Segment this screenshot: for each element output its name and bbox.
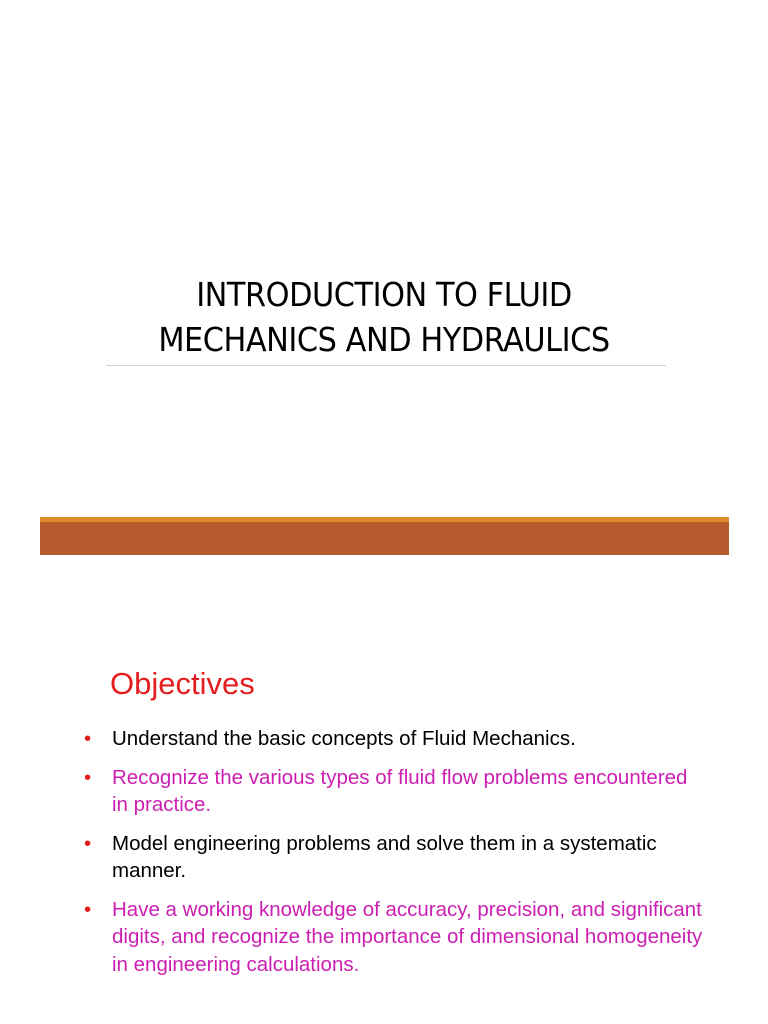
- decorative-band-accent: [40, 517, 729, 522]
- objective-text-4: Have a working knowledge of accuracy, precision, and significant digits, and recognize the importance of dimensional homogeneity in engineering calculations.: [112, 897, 703, 976]
- slide-title-line-1: INTRODUCTION TO FLUID: [196, 275, 572, 314]
- decorative-band: [40, 517, 729, 555]
- objectives-heading: Objectives: [110, 666, 255, 701]
- objective-text-2: Recognize the various types of fluid flow problems encountered in practice.: [112, 765, 688, 816]
- objective-item-2: [84, 764, 704, 819]
- slide-title-line-2: MECHANICS AND HYDRAULICS: [158, 320, 610, 359]
- bullet-icon: •: [84, 765, 92, 789]
- objective-item-3: [84, 830, 704, 885]
- bullet-icon: •: [84, 831, 92, 855]
- objective-item-4: [84, 896, 704, 979]
- title-divider: [106, 365, 666, 366]
- bullet-icon: •: [84, 727, 92, 750]
- slide-title: [31, 272, 738, 362]
- objective-item-1: [84, 725, 704, 753]
- objectives-list: [84, 725, 704, 989]
- objective-text-1: Understand the basic concepts of Fluid Mechanics.: [112, 727, 576, 750]
- objective-text-3: Model engineering problems and solve them in a systematic manner.: [112, 831, 657, 882]
- bullet-icon: •: [84, 897, 92, 921]
